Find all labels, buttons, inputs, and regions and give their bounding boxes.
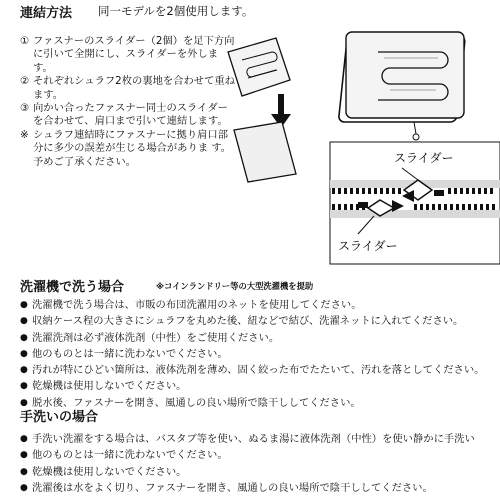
bullet-icon: ● <box>20 482 28 493</box>
list-item-text: 乾燥機は使用しないでください。 <box>32 380 187 393</box>
step-text: 向かい合ったファスナー同士のスライダーを合わせて、肩口まで引いて連結します。 <box>33 102 228 128</box>
section-title-washing-machine: 洗濯機で洗う場合 <box>20 280 125 295</box>
bullet-icon: ● <box>20 332 28 343</box>
page-title: 連結方法 <box>20 6 73 21</box>
bullet-icon: ● <box>20 316 28 327</box>
bullet-icon: ● <box>20 381 28 392</box>
section-title-hand-wash: 手洗いの場合 <box>20 410 99 425</box>
list-item-text: 他のものとは一緒に洗わないでください。 <box>32 449 228 462</box>
section-note-washing-machine: ※コインランドリー等の大型洗濯機を提助 <box>156 281 314 291</box>
list-item-text: 手洗い洗濯をする場合は、バスタブ等を使い、ぬるま湯に液体洗剤（中性）を使い静かに手洗い <box>32 433 475 445</box>
bullet-icon: ● <box>20 348 28 359</box>
bullet-icon: ● <box>20 397 28 408</box>
bullet-icon: ● <box>20 434 28 444</box>
step-item <box>20 102 235 129</box>
sleeping-bag-small <box>228 38 290 96</box>
list-item-text: 洗濯機で洗う場合は、市販の布団洗濯用のネットを使用してください。 <box>32 299 362 311</box>
list-item-text: 洗濯洗剤は必ず液体洗剤（中性）をご使用ください。 <box>32 331 280 344</box>
note-text: シュラフ連結時にファスナーに拠り肩口部分に多少の誤差が生じる場合がありま す。予めご了承ください。 <box>33 128 232 168</box>
list-item <box>20 447 500 463</box>
list-item <box>20 313 500 329</box>
list-item <box>20 297 500 313</box>
step-item <box>20 35 235 75</box>
hand-wash-list <box>20 431 500 496</box>
list-item <box>20 378 500 394</box>
bullet-icon: ● <box>20 450 28 461</box>
bullet-icon: ● <box>20 365 28 376</box>
step-text: それぞれシュラフ2枚の裏地を合わせて重ねます。 <box>33 75 235 101</box>
bullet-icon: ● <box>20 300 28 310</box>
slider-label-top: スライダー <box>394 151 454 165</box>
list-item-text: 乾燥機は使用しないでください。 <box>32 465 187 478</box>
washing-machine-list <box>20 297 500 411</box>
sleeping-bag-liner <box>234 122 296 182</box>
step-item <box>20 75 235 102</box>
list-item <box>20 464 500 480</box>
header-bar <box>0 0 500 20</box>
list-item <box>20 330 500 346</box>
note-mark: ※ <box>20 128 29 141</box>
bullet-icon: ● <box>20 466 28 477</box>
step-number: ③ <box>20 102 30 115</box>
list-item-text: 他のものとは一緒に洗わないでください。 <box>32 347 228 360</box>
list-item <box>20 362 500 378</box>
step-number: ① <box>20 35 30 47</box>
step-text: ファスナーのスライダー（2個）を足下方向に引いて全開にし、スライダーを外します。 <box>33 35 235 74</box>
connection-steps <box>20 35 235 169</box>
list-item-text: 収納ケース程の大きさにシュラフを丸めた後、紐などで結び、洗濯ネットに入れてください。 <box>32 315 464 328</box>
slider-label-bottom: スライダー <box>338 239 398 253</box>
page-description: 同一モデルを2個使用します。 <box>98 4 254 18</box>
sleeping-bag-large <box>338 32 465 122</box>
step-number: ② <box>20 75 30 88</box>
step-note <box>20 129 235 169</box>
list-item-text: 汚れが特にひどい箇所は、液体洗剤を薄め、固く絞った布でたたいて、汚れを落としてください。 <box>32 364 485 377</box>
list-item-text: 洗濯後は水をよく切り、ファスナーを開き、風通しの良い場所で陰干ししてください。 <box>32 481 433 494</box>
list-item <box>20 346 500 362</box>
connection-diagram <box>218 30 500 265</box>
list-item <box>20 431 500 447</box>
list-item <box>20 480 500 496</box>
list-item-text: 脱水後、ファスナーを開き、風通しの良い場所で陰干ししてください。 <box>32 396 361 409</box>
